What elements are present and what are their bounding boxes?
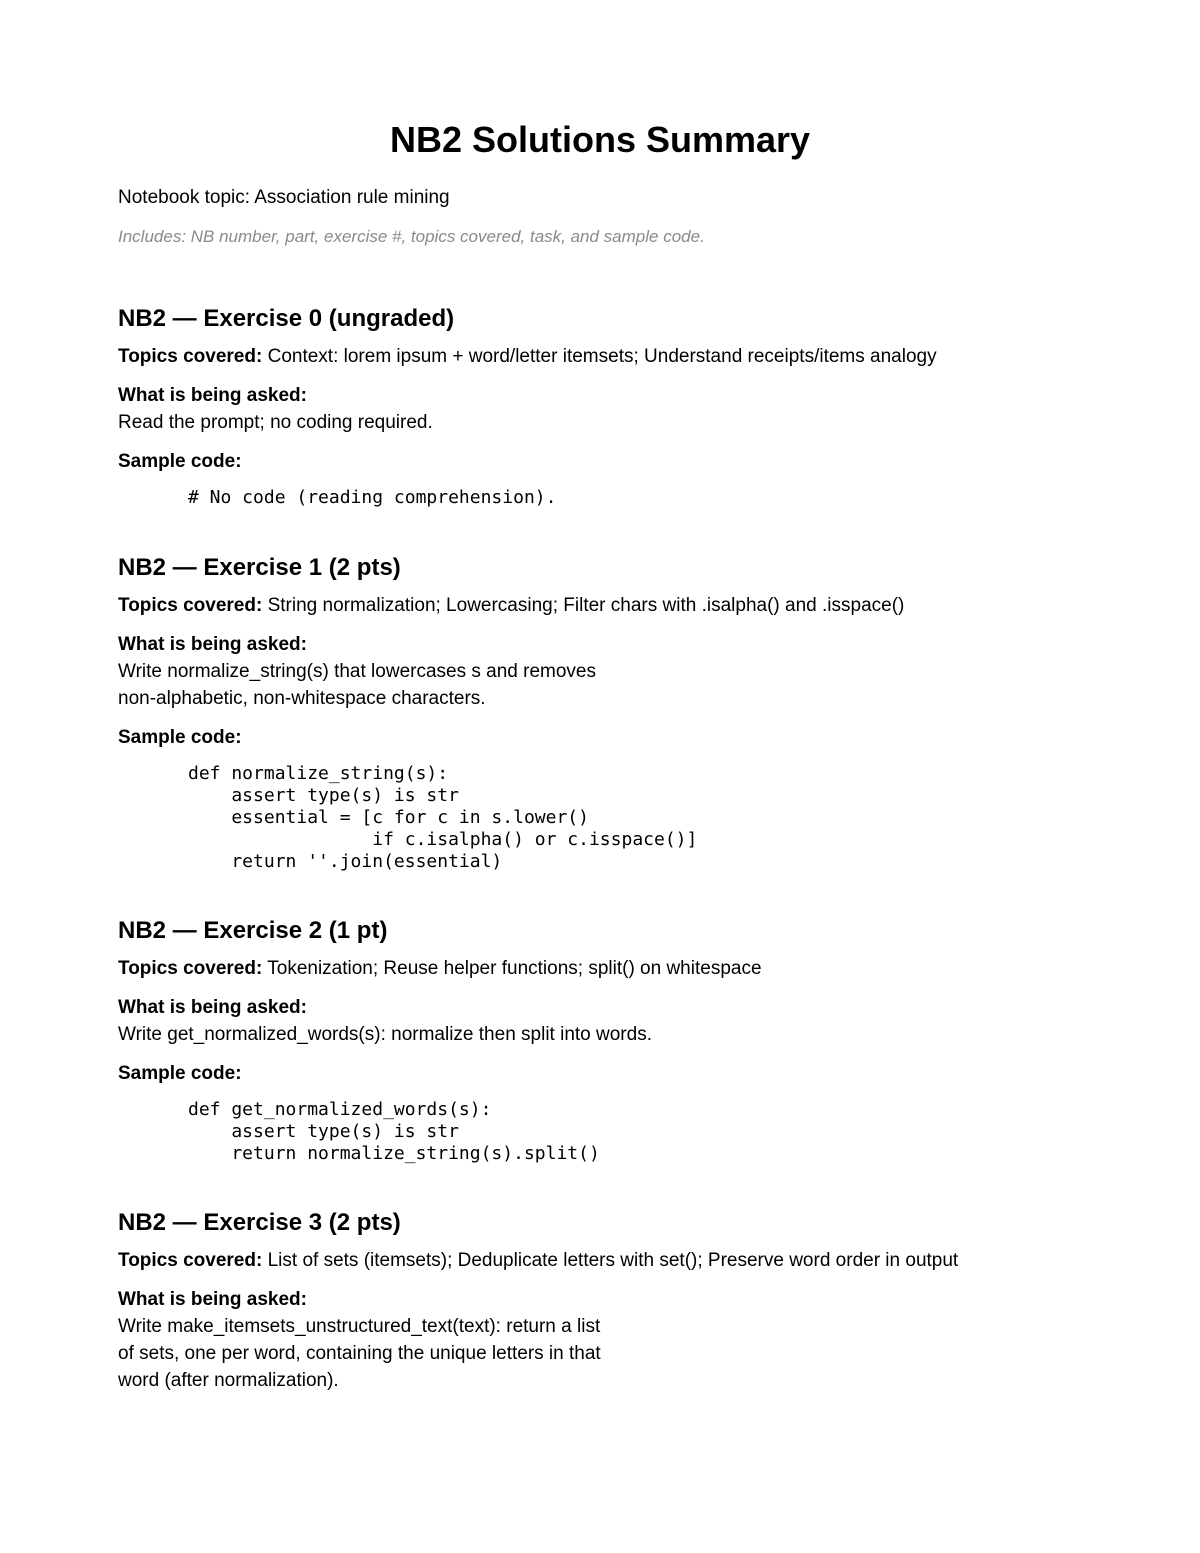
exercise-2-section — [118, 916, 1078, 1165]
notebook-topic: Notebook topic: Association rule mining — [118, 187, 450, 208]
includes-note: Includes: NB number, part, exercise #, topics covered, task, and sample code. — [118, 227, 705, 246]
topics-label: Topics covered: — [118, 1250, 263, 1271]
exercise-3-section — [118, 1208, 1078, 1394]
topics-label: Topics covered: — [118, 595, 263, 616]
topics-covered — [118, 344, 1078, 370]
topics-covered — [118, 956, 1078, 982]
exercise-heading: NB2 — Exercise 0 (ungraded) — [118, 305, 455, 332]
code-block: def get_normalized_words(s): assert type(s) is str return normalize_string(s).split() — [188, 1099, 600, 1164]
asked-label: What is being asked: — [118, 997, 307, 1018]
exercise-0-section — [118, 304, 1078, 509]
code-label: Sample code: — [118, 727, 242, 748]
code-block: def normalize_string(s): assert type(s) is str essential = [c for c in s.lower() if c.isalpha() or c.isspace()] return ''.join(essential) — [188, 763, 698, 872]
asked-text: Write get_normalized_words(s): normalize then split into words. — [118, 1024, 652, 1045]
exercise-heading: NB2 — Exercise 3 (2 pts) — [118, 1209, 401, 1236]
code-label: Sample code: — [118, 451, 242, 472]
asked-label: What is being asked: — [118, 1289, 307, 1310]
topics-covered — [118, 593, 1078, 619]
code-block: # No code (reading comprehension). — [188, 487, 557, 508]
topics-label: Topics covered: — [118, 346, 263, 367]
topics-label: Topics covered: — [118, 958, 263, 979]
exercise-heading: NB2 — Exercise 2 (1 pt) — [118, 917, 388, 944]
topics-text: Context: lorem ipsum + word/letter itemsets; Understand receipts/items analogy — [267, 346, 937, 367]
exercise-1-section — [118, 553, 1078, 873]
asked-text: Write normalize_string(s) that lowercases s and removes non-alphabetic, non-whitespace characters. — [118, 661, 596, 709]
topics-text: List of sets (itemsets); Deduplicate letters with set(); Preserve word order in output — [267, 1250, 959, 1271]
asked-label: What is being asked: — [118, 634, 307, 655]
page-title: NB2 Solutions Summary — [389, 119, 811, 160]
topics-text: Tokenization; Reuse helper functions; split() on whitespace — [267, 958, 762, 979]
code-label: Sample code: — [118, 1063, 242, 1084]
topics-text: String normalization; Lowercasing; Filter chars with .isalpha() and .isspace() — [267, 595, 905, 616]
asked-label: What is being asked: — [118, 385, 307, 406]
exercise-heading: NB2 — Exercise 1 (2 pts) — [118, 554, 401, 581]
asked-text: Read the prompt; no coding required. — [118, 412, 433, 433]
asked-text: Write make_itemsets_unstructured_text(text): return a list of sets, one per word, containing the unique letters in that word (after normalization). — [118, 1316, 601, 1391]
topics-covered — [118, 1248, 1078, 1274]
